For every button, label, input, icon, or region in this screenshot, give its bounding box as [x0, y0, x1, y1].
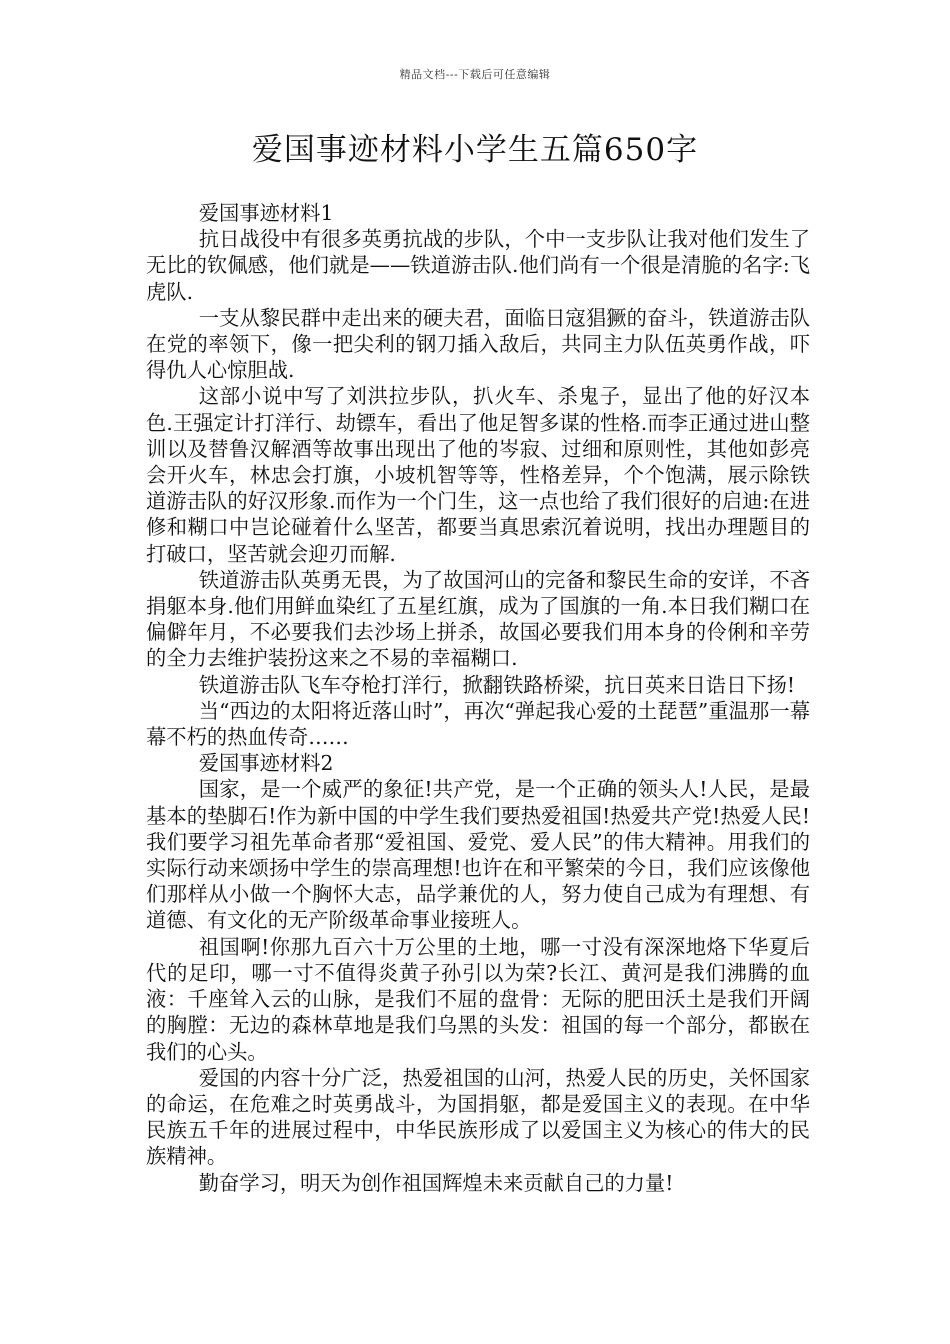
document-title: 爱国事迹材料小学生五篇650字: [251, 132, 699, 168]
paragraph: 国家，是一个威严的象征!共产党，是一个正确的领头人!人民，是最基本的垫脚石!作为新中国的中学生我们要热爱祖国!热爱共产党!热爱人民!我们要学习祖先革命者那“爱祖国、爱党、爱人民”的伟大精神。用我们的实际行动来颂扬中学生的崇高理想!也许在和平繁荣的今日，我们应该像他们那样从小做一个胸怀大志，品学兼优的人，努力使自己成为有理想、有道德、有文化的无产阶级革命事业接班人。: [146, 777, 810, 933]
header-note: 精品文档---下载后可任意编辑: [399, 68, 551, 81]
paragraph: 抗日战役中有很多英勇抗战的步队，个中一支步队让我对他们发生了无比的钦佩感，他们就是——铁道游击队.他们尚有一个很是清脆的名字:飞虎队.: [146, 227, 810, 304]
paragraph: 祖国啊!你那九百六十万公里的土地，哪一寸没有深深地烙下华夏后代的足印，哪一寸不值得炎黄子孙引以为荣?长江、黄河是我们沸腾的血液：千座耸入云的山脉，是我们不屈的盘骨：无际的肥田沃土是我们开阔的胸膛：无边的森林草地是我们乌黑的头发：祖国的每一个部分，都嵌在我们的心头。: [146, 934, 810, 1064]
paragraph: 当“西边的太阳将近落山时”，再次“弹起我心爱的土琵琶”重温那一幕幕不朽的热血传奇……: [146, 698, 810, 750]
section-heading: 爱国事迹材料1: [198, 201, 334, 225]
paragraph: 铁道游击队飞车夺枪打洋行，掀翻铁路桥梁，抗日英来日诰日下扬!: [198, 672, 796, 697]
section-heading: 爱国事迹材料2: [198, 751, 334, 776]
paragraph: 爱国的内容十分广泛，热爱祖国的山河，热爱人民的历史，关怀国家的命运，在危难之时英勇战斗，为国捐躯，都是爱国主义的表现。在中华民族五千年的进展过程中，中华民族形成了以爱国主义为核心的伟大的民族精神。: [146, 1065, 810, 1169]
paragraph: 勤奋学习，明天为创作祖国辉煌未来贡献自己的力量!: [198, 1170, 674, 1195]
document-body: [146, 200, 810, 1196]
paragraph: 一支从黎民群中走出来的硬夫君，面临日寇猖獗的奋斗，铁道游击队在党的率领下，像一把尖利的钢刀插入敌后，共同主力队伍英勇作战，吓得仇人心惊胆战.: [146, 305, 810, 383]
paragraph: 这部小说中写了刘洪拉步队，扒火车、杀鬼子，显出了他的好汉本色.王强定计打洋行、劫镖车，看出了他足智多谋的性格.而李正通过进山整训以及替鲁汉解酒等故事出现出了他的岑寂、过细和原则性，其他如彭亮会开火车，林忠会打旗，小坡机智等等，性格差异，个个饱满，展示除铁道游击队的好汉形象.而作为一个门生，这一点也给了我们很好的启迪:在进修和糊口中岂论碰着什么坚苦，都要当真思索沉着说明，找出办理题目的打破口，坚苦就会迎刃而解.: [146, 384, 810, 566]
paragraph: 铁道游击队英勇无畏，为了故国河山的完备和黎民生命的安详，不吝捐躯本身.他们用鲜血染红了五星红旗，成为了国旗的一角.本日我们糊口在偏僻年月，不必要我们去沙场上拼杀，故国必要我们用本身的伶俐和辛劳的全力去维护装扮这来之不易的幸福糊口.: [146, 567, 810, 671]
